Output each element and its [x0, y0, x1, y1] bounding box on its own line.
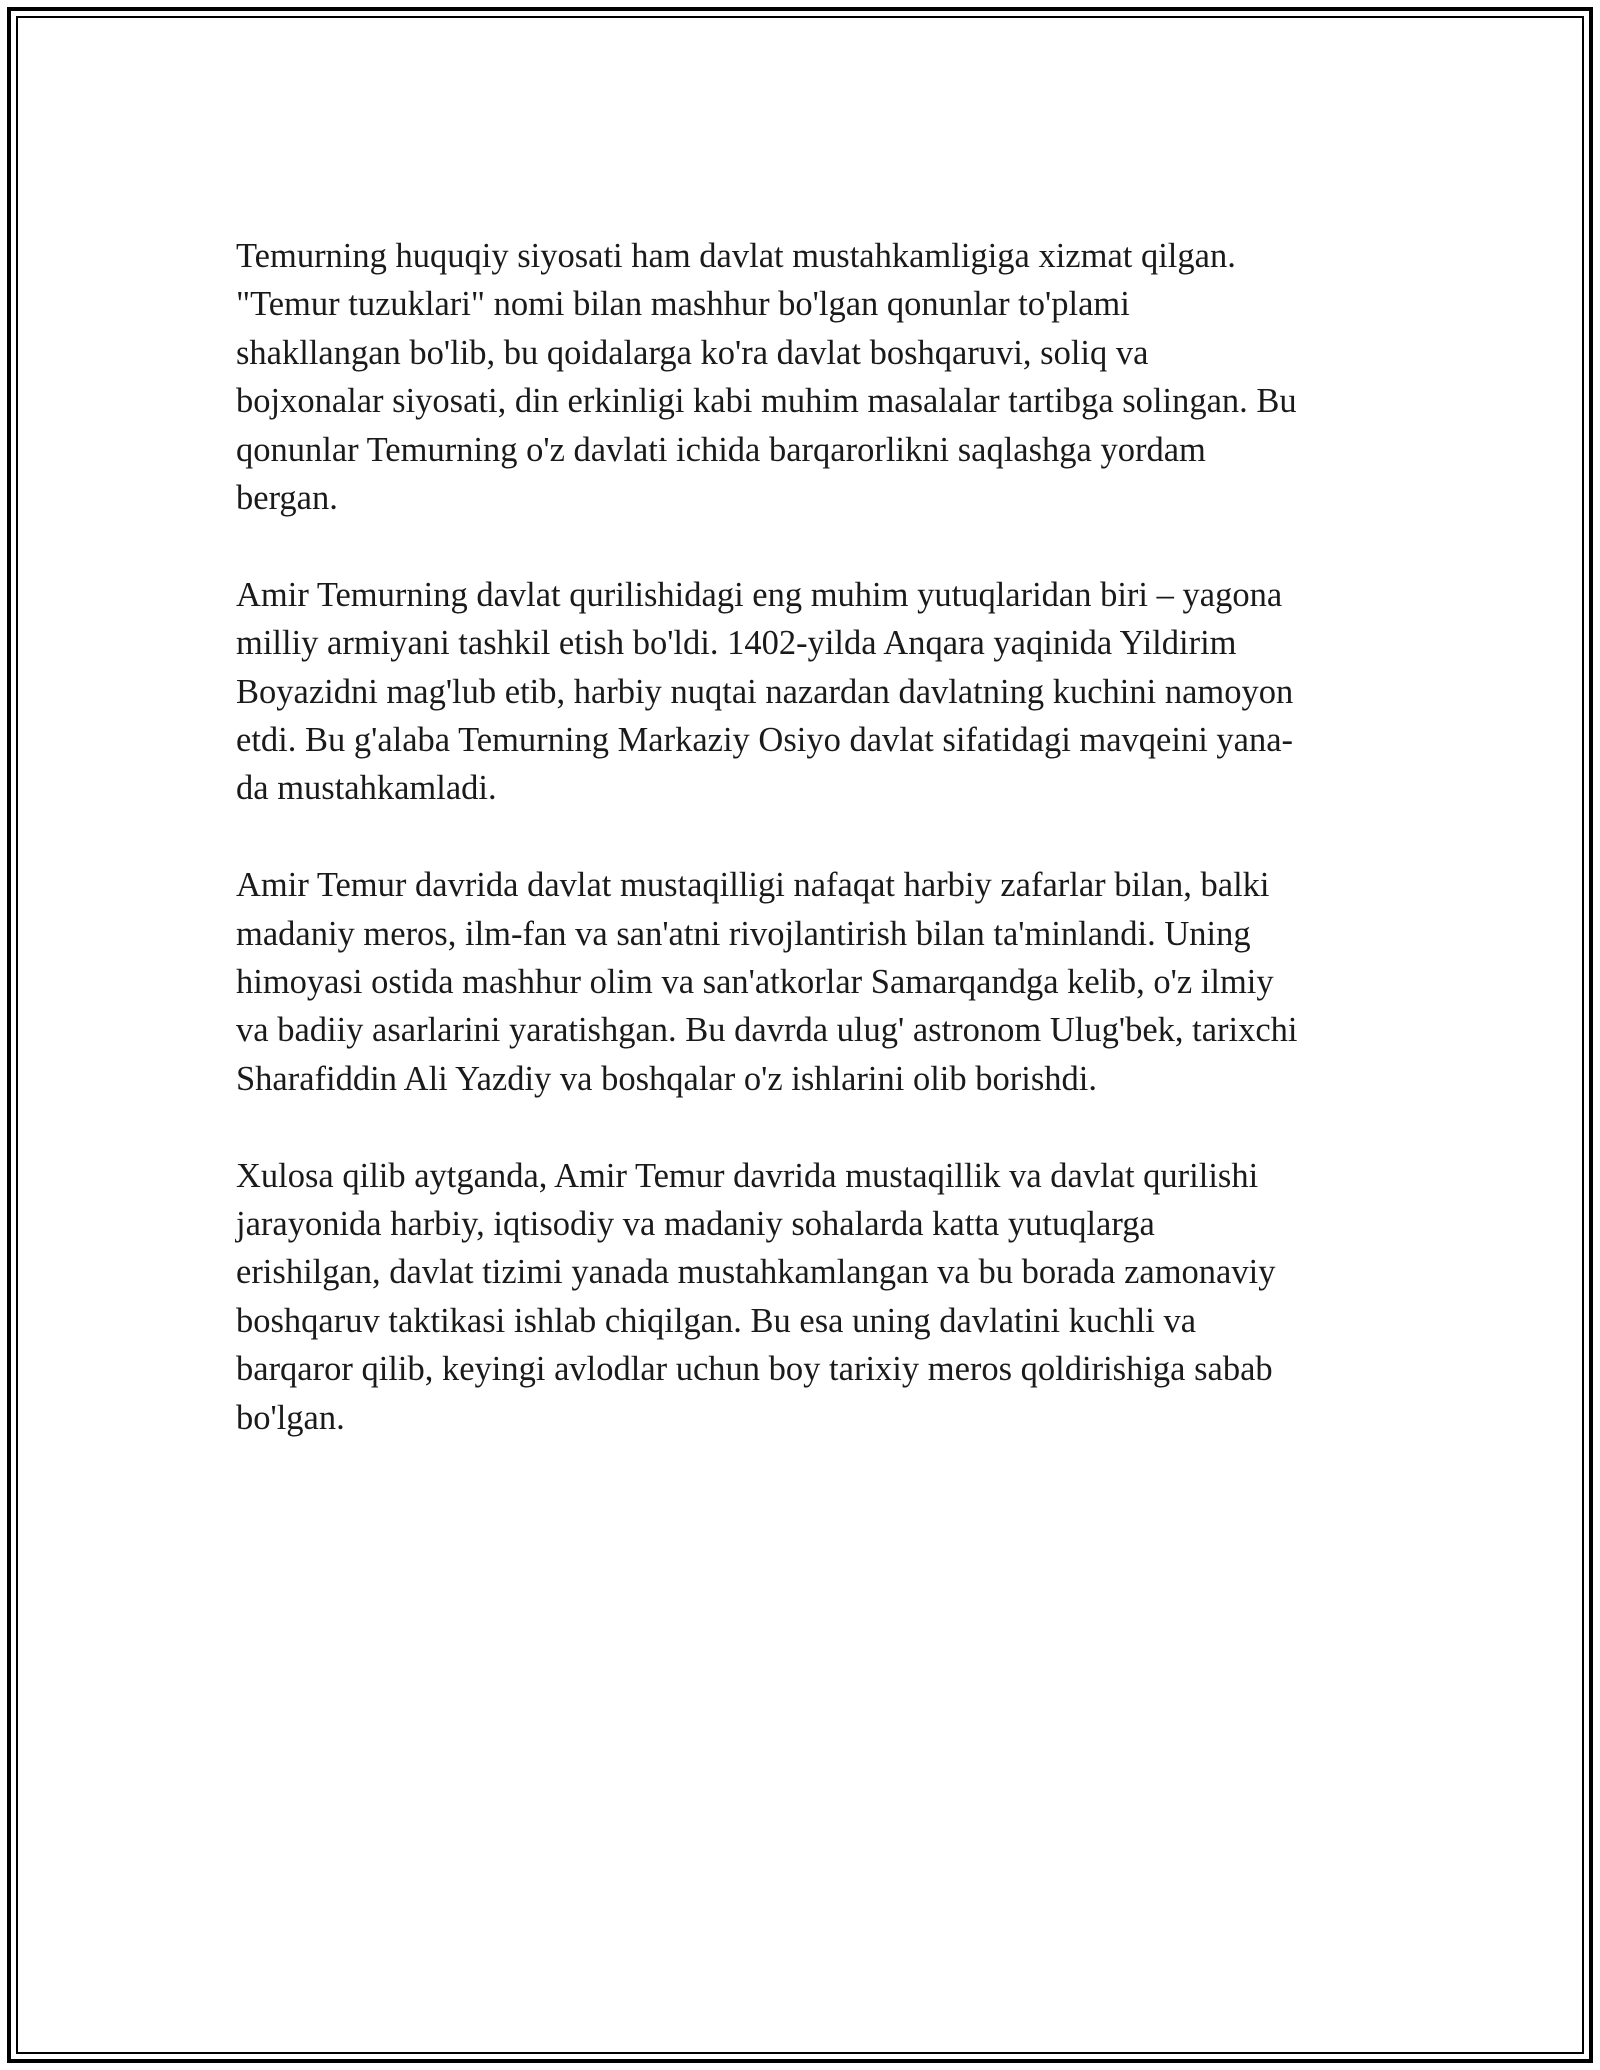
text-line: Amir Temur davrida davlat mustaqilligi nafaqat harbiy zafarlar bilan, balki	[236, 866, 1270, 905]
text-line: Amir Temurning davlat qurilishidagi eng muhim yutuqlaridan biri – yagona	[236, 575, 1283, 614]
text-line: Xulosa qilib aytganda, Amir Temur davrida mustaqillik va davlat qurilishi	[236, 1156, 1259, 1195]
text-line: jarayonida harbiy, iqtisodiy va madaniy sohalarda katta yutuqlarga	[236, 1205, 1155, 1244]
text-line: bo'lgan.	[236, 1398, 345, 1437]
paragraph-conclusion	[236, 1152, 1366, 1442]
text-line: milliy armiyani tashkil etish bo'ldi. 1402-yilda Anqara yaqinida Yildirim	[236, 624, 1237, 663]
text-line: Temurning huquqiy siyosati ham davlat mustahkamligiga xizmat qilgan.	[236, 237, 1236, 275]
text-line: qonunlar Temurning o'z davlati ichida barqarorlikni saqlashga yordam	[236, 430, 1206, 469]
text-line: va badiiy asarlarini yaratishgan. Bu davrda ulug' astronom Ulug'bek, tarixchi	[236, 1011, 1298, 1050]
text-line: barqaror qilib, keyingi avlodlar uchun boy tarixiy meros qoldirishiga sabab	[236, 1350, 1273, 1389]
paragraph-army	[236, 571, 1366, 813]
text-line: bergan.	[236, 479, 338, 518]
document-body	[236, 232, 1366, 1491]
text-line: Boyazidni mag'lub etib, harbiy nuqtai nazardan davlatning kuchini namoyon	[236, 672, 1294, 711]
text-line: boshqaruv taktikasi ishlab chiqilgan. Bu esa uning davlatini kuchli va	[236, 1301, 1197, 1340]
text-line: himoyasi ostida mashhur olim va san'atkorlar Samarqandga kelib, o'z ilmiy	[236, 963, 1274, 1002]
paragraph-culture	[236, 861, 1366, 1103]
text-line: madaniy meros, ilm-fan va san'atni rivojlantirish bilan ta'minlandi. Uning	[236, 914, 1251, 953]
text-line: bojxonalar siyosati, din erkinligi kabi muhim masalalar tartibga solingan. Bu	[236, 382, 1297, 421]
text-line: erishilgan, davlat tizimi yanada mustahkamlangan va bu borada zamonaviy	[236, 1253, 1276, 1292]
text-line: etdi. Bu g'alaba Temurning Markaziy Osiyo davlat sifatidagi mavqeini yana-	[236, 721, 1294, 760]
text-line: "Temur tuzuklari" nomi bilan mashhur bo'lgan qonunlar to'plami	[236, 285, 1130, 324]
paragraph-legal-policy	[236, 232, 1366, 522]
text-line: shakllangan bo'lib, bu qoidalarga ko'ra davlat boshqaruvi, soliq va	[236, 333, 1149, 372]
text-line: Sharafiddin Ali Yazdiy va boshqalar o'z ishlarini olib borishdi.	[236, 1059, 1097, 1098]
text-line: da mustahkamladi.	[236, 769, 497, 808]
